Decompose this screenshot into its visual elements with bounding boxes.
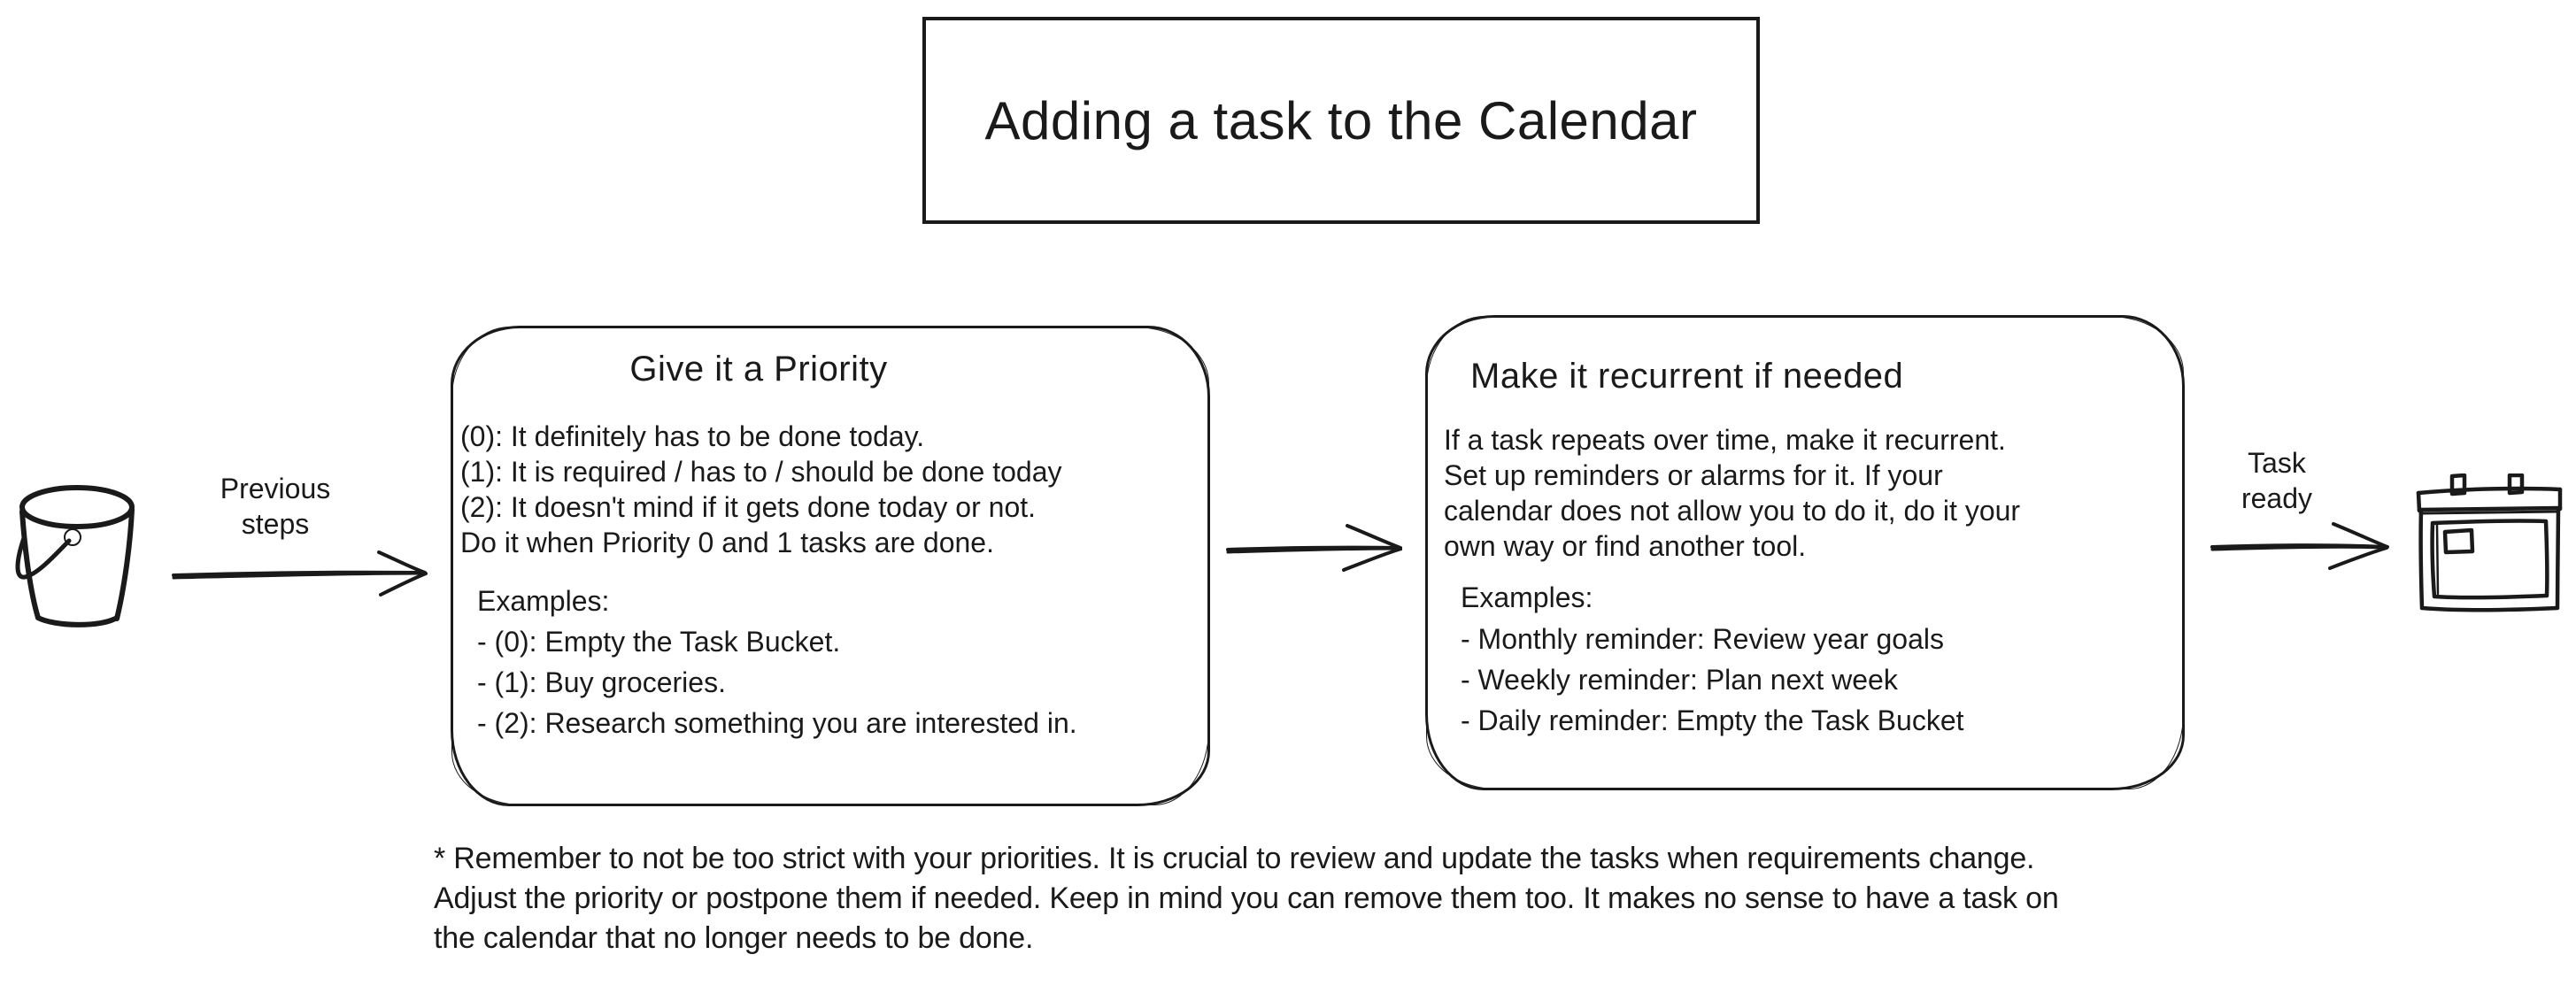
priority-example-1: - (1): Buy groceries. bbox=[477, 666, 726, 698]
priority-examples-list bbox=[477, 621, 1077, 743]
recurrent-box-title: Make it recurrent if needed bbox=[1470, 357, 1904, 396]
priority-box-title: Give it a Priority bbox=[629, 350, 888, 389]
priority-rule-2: (2): It doesn't mind if it gets done today or not. bbox=[460, 491, 1037, 523]
recurrent-body-line-2: calendar does not allow you to do it, do it your bbox=[1444, 495, 2021, 527]
recurrent-body-line-1: Set up reminders or alarms for it. If your bbox=[1444, 459, 1943, 491]
recurrent-body-line-0: If a task repeats over time, make it recurrent. bbox=[1444, 424, 2006, 456]
recurrent-example-2: - Daily reminder: Empty the Task Bucket bbox=[1461, 704, 1964, 736]
footnote-line3: the calendar that no longer needs to be done. bbox=[434, 921, 1034, 955]
priority-examples-heading: Examples: bbox=[477, 585, 610, 617]
previous-steps-label-line2: steps bbox=[241, 508, 310, 540]
previous-steps-label bbox=[187, 471, 364, 542]
priority-rule-note: Do it when Priority 0 and 1 tasks are done. bbox=[460, 527, 994, 558]
recurrent-body-line-3: own way or find another tool. bbox=[1444, 530, 1807, 562]
priority-example-0: - (0): Empty the Task Bucket. bbox=[477, 626, 841, 658]
task-ready-arrow-icon bbox=[2210, 517, 2390, 575]
priority-rule-1: (1): It is required / has to / should be done today bbox=[460, 456, 1062, 488]
recurrent-example-1: - Weekly reminder: Plan next week bbox=[1461, 664, 1898, 696]
priority-example-2: - (2): Research something you are interested in. bbox=[477, 707, 1077, 739]
diagram-title: Adding a task to the Calendar bbox=[984, 90, 1698, 150]
recurrent-examples-heading: Examples: bbox=[1461, 581, 1593, 613]
priority-box-body bbox=[460, 419, 1062, 560]
previous-steps-arrow-icon bbox=[170, 542, 430, 602]
recurrent-box-body bbox=[1444, 422, 2020, 564]
calendar-icon bbox=[2413, 473, 2565, 613]
recurrent-examples-list bbox=[1461, 619, 1964, 741]
task-ready-label-line1: Task bbox=[2248, 447, 2306, 479]
priority-box bbox=[451, 326, 1210, 806]
bucket-icon bbox=[14, 483, 140, 632]
task-ready-label-line2: ready bbox=[2241, 482, 2313, 514]
footnote-line2: Adjust the priority or postpone them if needed. Keep in mind you can remove them too. It makes no sense to have a task on bbox=[434, 881, 2059, 915]
footnote bbox=[434, 839, 2059, 958]
task-ready-label bbox=[2188, 445, 2365, 516]
diagram-title-box bbox=[922, 17, 1760, 224]
priority-rule-0: (0): It definitely has to be done today. bbox=[460, 420, 925, 452]
recurrent-example-0: - Monthly reminder: Review year goals bbox=[1461, 623, 1944, 655]
to-recurrent-arrow-icon bbox=[1225, 519, 1402, 577]
footnote-line1: * Remember to not be too strict with your priorities. It is crucial to review and update the tasks when requirements change. bbox=[434, 842, 2035, 875]
previous-steps-label-line1: Previous bbox=[220, 473, 331, 504]
recurrent-box bbox=[1425, 315, 2185, 790]
